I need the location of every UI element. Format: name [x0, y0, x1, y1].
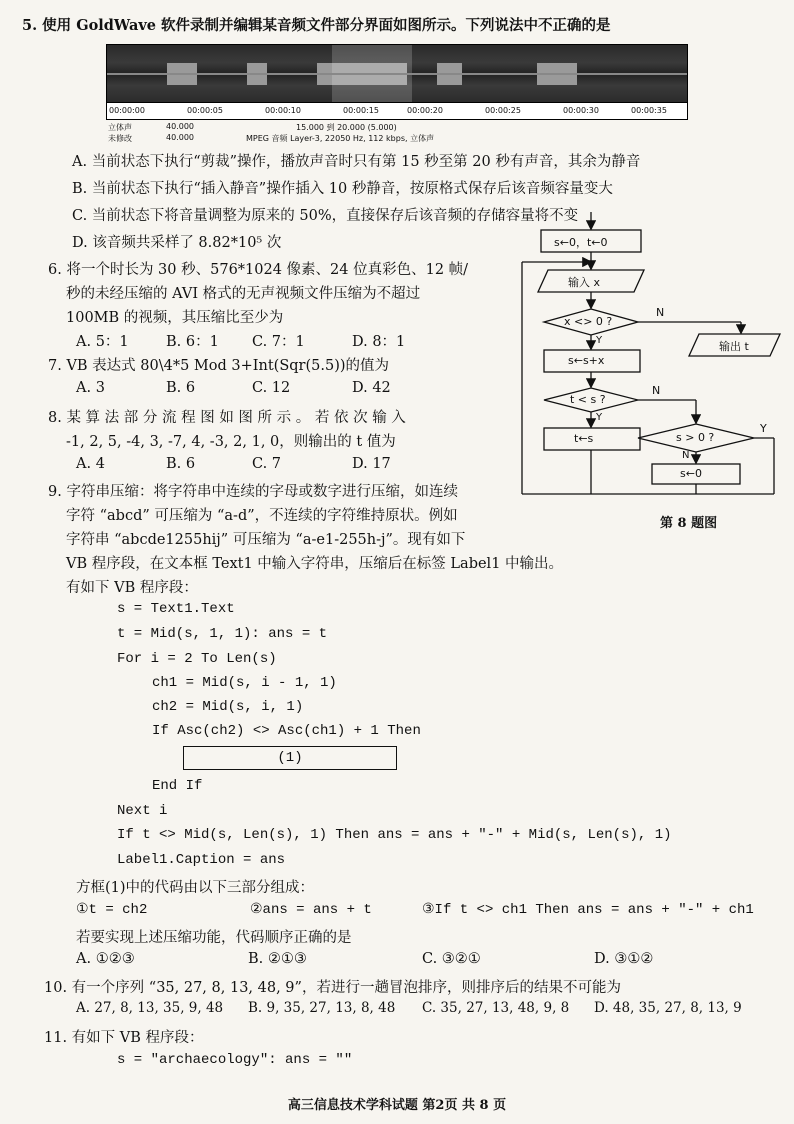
code-line: Label1.Caption = ans — [117, 852, 286, 868]
q6-option-d: D. 8：1 — [352, 334, 406, 350]
q9-part-3: ③If t <> ch1 Then ans = ans + "-" + ch1 — [422, 902, 754, 918]
tick: 00:00:00 — [109, 106, 145, 115]
q9-part-2: ②ans = ans + t — [250, 902, 372, 918]
q9-line: 字符 “abcd” 可压缩为 “a-d”，不连续的字符维持原状。例如 — [66, 508, 458, 524]
cond3-yes: Y — [760, 422, 767, 435]
cond1-yes: Y — [596, 335, 603, 346]
code-line: s = Text1.Text — [117, 601, 235, 617]
q5-option-c: C. 当前状态下将音量调整为原来的 50%，直接保存后该音频的存储容量将不变 — [72, 208, 579, 224]
q6-option-c: C. 7：1 — [252, 334, 305, 350]
cond2-yes: Y — [596, 412, 603, 423]
cond2-no: N — [652, 384, 661, 397]
q7-option-d: D. 42 — [352, 380, 391, 396]
tick: 00:00:05 — [187, 106, 223, 115]
cond2-label: t < s ? — [570, 393, 606, 406]
q6-line: 秒的未经压缩的 AVI 格式的无声视频文件压缩为不超过 — [66, 286, 421, 302]
code-line: s = "archaecology": ans = "" — [117, 1052, 353, 1068]
q9-option-d: D. ③①② — [594, 951, 654, 967]
q10-option-d: D. 48, 35, 27, 8, 13, 9 — [594, 1000, 742, 1016]
code-line: ch2 = Mid(s, i, 1) — [152, 699, 304, 715]
q8-option-d: D. 17 — [352, 456, 391, 472]
tick: 00:00:35 — [631, 106, 667, 115]
tick: 00:00:25 — [485, 106, 521, 115]
q6-option-a: A. 5：1 — [76, 334, 129, 350]
q9-line: VB 程序段，在文本框 Text1 中输入字符串，压缩后在标签 Label1 中输出。 — [66, 556, 564, 572]
q5-stem: 5. 使用 GoldWave 软件录制并编辑某音频文件部分界面如图所示。下列说法中不正确的是 — [22, 17, 611, 34]
q10-option-a: A. 27, 8, 13, 35, 9, 48 — [76, 1000, 224, 1016]
reset-label: s←0 — [680, 467, 702, 480]
q9-part-1: ①t = ch2 — [76, 902, 148, 918]
q10-option-b: B. 9, 35, 27, 13, 8, 48 — [248, 1000, 396, 1016]
q10-option-c: C. 35, 27, 13, 48, 9, 8 — [422, 1000, 570, 1016]
q9-line: 有如下 VB 程序段： — [66, 580, 198, 596]
assign-label: t←s — [574, 432, 594, 445]
q7-option-b: B. 6 — [166, 380, 196, 396]
tick: 00:00:20 — [407, 106, 443, 115]
code-line: If t <> Mid(s, Len(s), 1) Then ans = ans + "-" + Mid(s, Len(s), 1) — [117, 827, 672, 843]
waveform — [106, 44, 688, 104]
code-line: For i = 2 To Len(s) — [117, 651, 277, 667]
flowchart-caption: 第 8 题图 — [660, 516, 718, 531]
output-label: 输出 t — [719, 340, 749, 353]
add-label: s←s+x — [568, 354, 605, 367]
q11-stem: 11. 有如下 VB 程序段： — [44, 1030, 204, 1046]
q8-option-b: B. 6 — [166, 456, 196, 472]
q8-line: 8. 某 算 法 部 分 流 程 图 如 图 所 示 。 若 依 次 输 入 — [48, 410, 406, 426]
tick: 00:00:15 — [343, 106, 379, 115]
page-footer: 高三信息技术学科试题 第2页 共 8 页 — [287, 1098, 507, 1113]
q7-option-a: A. 3 — [76, 380, 105, 396]
code-line: End If — [152, 778, 203, 794]
q9-option-b: B. ②①③ — [248, 951, 307, 967]
goldwave-screenshot — [98, 38, 688, 146]
cond3-no: N — [682, 450, 690, 461]
code-line: Next i — [117, 803, 168, 819]
q7-option-c: C. 12 — [252, 380, 291, 396]
q7-stem: 7. VB 表达式 80\4*5 Mod 3+Int(Sqr(5.5))的值为 — [48, 358, 390, 374]
cond1-no: N — [656, 306, 665, 319]
flowchart-figure — [516, 212, 782, 512]
q5-option-b: B. 当前状态下执行“插入静音”操作插入 10 秒静音，按原格式保存后该音频容量变大 — [72, 181, 613, 197]
q9-line: 9. 字符串压缩：将字符串中连续的字母或数字进行压缩，如连续 — [48, 484, 458, 500]
status-bar: 立体声 40.000 15.000 到 20.000 (5.000) 未修改 40.000 MPEG 音频 Layer-3, 22050 Hz, 112 kbps, 立体声 — [108, 122, 435, 143]
time-ruler — [106, 102, 688, 120]
q6-line: 100MB 的视频，其压缩比至少为 — [66, 310, 284, 326]
q10-stem: 10. 有一个序列 “35, 27, 8, 13, 48, 9”，若进行一趟冒泡排序，则排序后的结果不可能为 — [44, 980, 621, 996]
code-line: t = Mid(s, 1, 1): ans = t — [117, 626, 328, 642]
init-label: s←0，t←0 — [554, 236, 608, 249]
q6-line: 6. 将一个时长为 30 秒、576*1024 像素、24 位真彩色、12 帧/ — [48, 262, 469, 278]
q5-option-a: A. 当前状态下执行“剪裁”操作，播放声音时只有第 15 秒至第 20 秒有声音，其余为静音 — [72, 154, 641, 170]
q5-option-d: D. 该音频共采样了 8.82*10⁵ 次 — [72, 235, 282, 251]
tick: 00:00:30 — [563, 106, 599, 115]
input-label: 输入 x — [568, 276, 601, 289]
q9-option-a: A. ①②③ — [76, 951, 135, 967]
q9-option-c: C. ③②① — [422, 951, 481, 967]
q9-parts-intro: 方框(1)中的代码由以下三部分组成： — [76, 880, 315, 896]
q9-line: 字符串 “abcde1255hij” 可压缩为 “a-e1-255h-j”。现有如下 — [66, 532, 466, 548]
tick: 00:00:10 — [265, 106, 301, 115]
code-line: If Asc(ch2) <> Asc(ch1) + 1 Then — [152, 723, 421, 739]
q8-line: -1, 2, 5, -4, 3, -7, 4, -3, 2, 1, 0，则输出的 t 值为 — [66, 434, 396, 450]
q6-option-b: B. 6：1 — [166, 334, 219, 350]
q8-option-a: A. 4 — [76, 456, 105, 472]
q9-ask: 若要实现上述压缩功能，代码顺序正确的是 — [76, 930, 352, 946]
blank-box-1: (1) — [183, 746, 397, 770]
cond1-label: x <> 0 ? — [564, 315, 613, 328]
q8-option-c: C. 7 — [252, 456, 282, 472]
flowchart — [516, 212, 782, 512]
code-line: ch1 = Mid(s, i - 1, 1) — [152, 675, 337, 691]
cond3-label: s > 0 ? — [676, 431, 715, 444]
